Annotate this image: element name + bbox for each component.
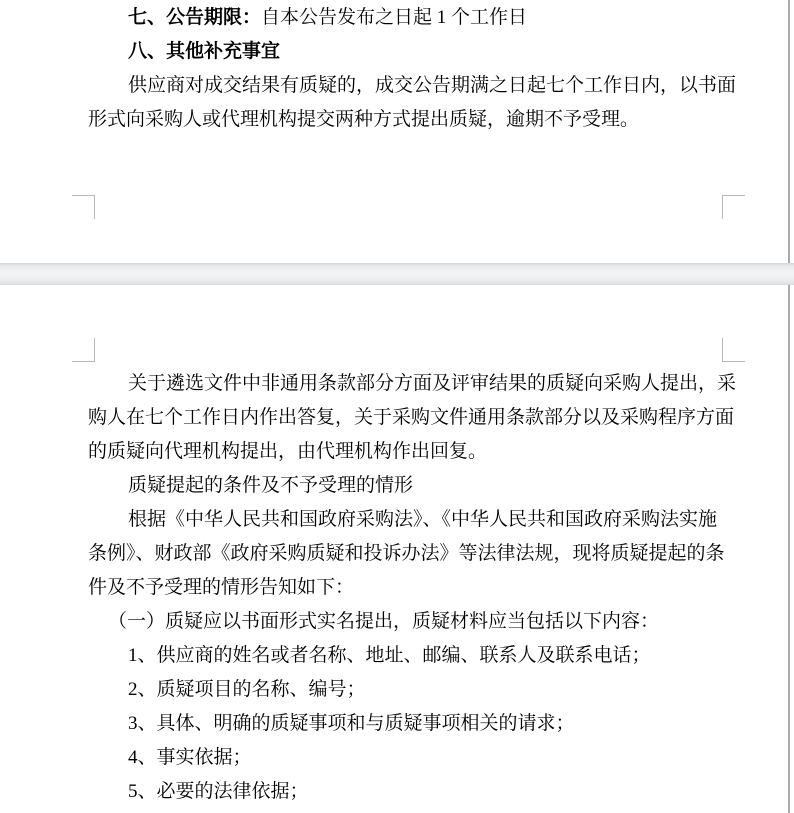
text-boundary-mark-top-left (72, 338, 95, 362)
text-run: 根据《中华人民共和国政府采购法》、《中华人民共和国政府采购法实施 (128, 509, 718, 530)
text-line (88, 469, 768, 503)
text-run: 的质疑向代理机构提出，由代理机构作出回复。 (88, 441, 488, 462)
text-line (88, 435, 768, 469)
page-edge-line (788, 285, 790, 813)
text-run: 购人在七个工作日内作出答复，关于采购文件通用条款部分以及采购程序方面 (88, 407, 735, 428)
text-line (88, 1, 768, 35)
bold-text-run: 七、公告期限： (128, 7, 262, 28)
text-run: 1、供应商的姓名或者名称、地址、邮编、联系人及联系电话； (128, 645, 651, 666)
page-2[interactable] (0, 285, 794, 813)
text-run: 条例》、财政部《政府采购质疑和投诉办法》等法律法规，现将质疑提起的条 (88, 543, 725, 564)
text-run: 4、事实依据； (128, 747, 252, 768)
text-run: 件及不予受理的情形告知如下： (88, 577, 355, 598)
text-run: 自本公告发布之日起 1 个工作日 (261, 7, 528, 28)
text-boundary-mark-bottom-left (72, 195, 95, 219)
text-boundary-mark-top-right (722, 338, 745, 362)
text-run: 质疑提起的条件及不予受理的情形 (128, 475, 414, 496)
page-edge-line (788, 0, 790, 263)
text-line (88, 605, 768, 639)
page-1-text-area (88, 1, 768, 137)
text-run: 供应商对成交结果有质疑的，成交公告期满之日起七个工作日内，以书面 (128, 75, 737, 96)
text-line (88, 639, 768, 673)
text-line (88, 69, 768, 103)
text-run: 关于遴选文件中非通用条款部分方面及评审结果的质疑向采购人提出，采 (128, 373, 737, 394)
text-run: （一）质疑应以书面形式实名提出，质疑材料应当包括以下内容： (108, 611, 660, 632)
text-run: 5、必要的法律依据； (128, 781, 309, 802)
bold-text-run: 八、其他补充事宜 (128, 41, 281, 62)
text-line (88, 367, 768, 401)
text-line (88, 571, 768, 605)
text-line (88, 503, 768, 537)
text-run: 形式向采购人或代理机构提交两种方式提出质疑，逾期不予受理。 (88, 109, 640, 130)
text-line (88, 741, 768, 775)
page-break-gap (0, 263, 794, 285)
text-run: 3、具体、明确的质疑事项和与质疑事项相关的请求； (128, 713, 575, 734)
text-line (88, 707, 768, 741)
text-line (88, 673, 768, 707)
text-line (88, 537, 768, 571)
text-line (88, 401, 768, 435)
text-boundary-mark-bottom-right (722, 195, 745, 219)
text-line (88, 103, 768, 137)
text-line (88, 775, 768, 809)
text-run: 2、质疑项目的名称、编号； (128, 679, 366, 700)
text-line (88, 35, 768, 69)
page-2-text-area (88, 367, 768, 809)
page-1[interactable] (0, 0, 794, 263)
